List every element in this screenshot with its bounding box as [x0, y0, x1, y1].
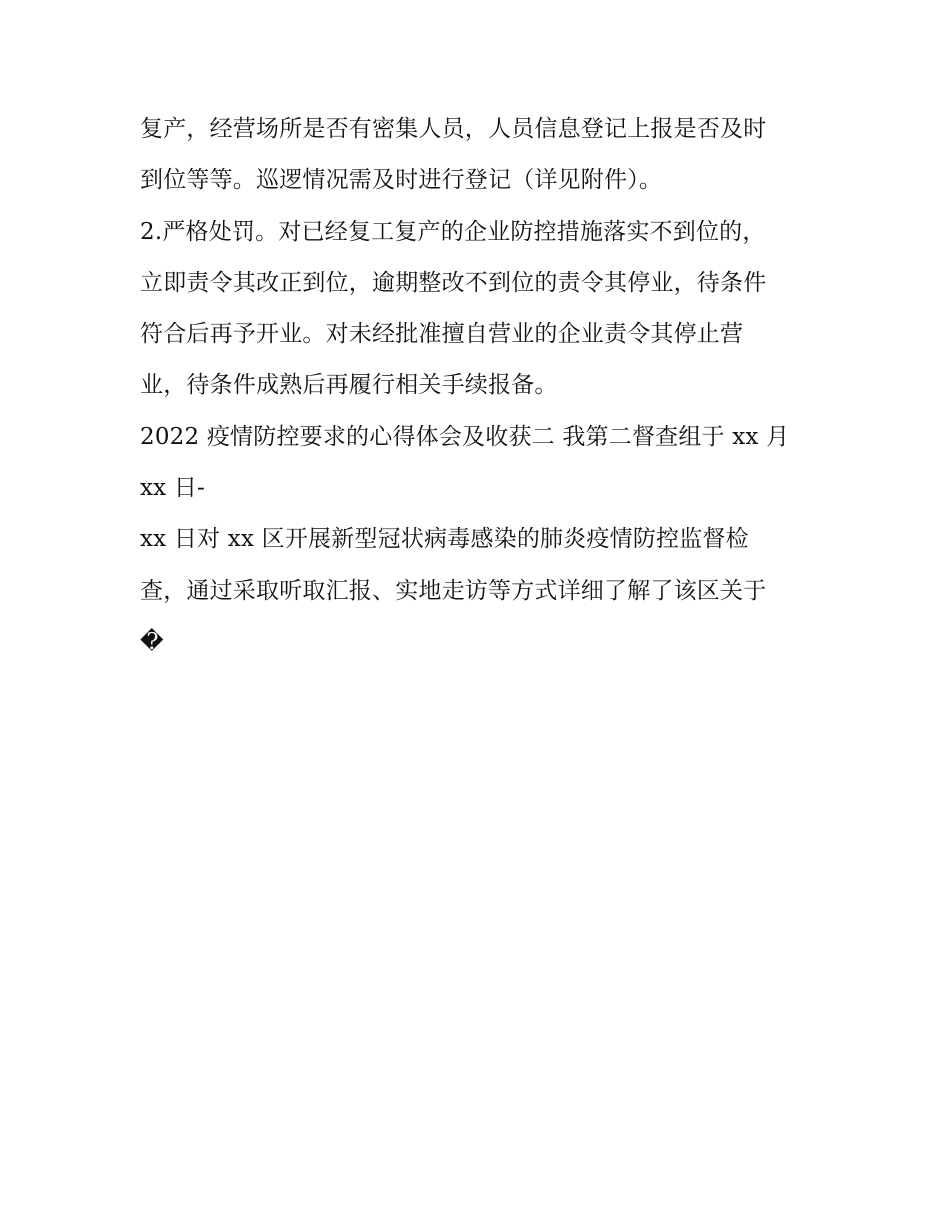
replacement-character: � [140, 628, 164, 655]
text-line: xx 日对 xx 区开展新型冠状病毒感染的肺炎疫情防控监督检 [140, 526, 749, 553]
text-line: 2.严格处罚。对已经复工复产的企业防控措施落实不到位的， [140, 218, 766, 245]
text-line: 业，待条件成熟后再履行相关手续报备。 [140, 372, 558, 399]
text-line: 查，通过采取听取汇报、实地走访等方式详细了解了该区关于 [140, 577, 767, 604]
text-line: 2022 疫情防控要求的心得体会及收获二 我第二督查组于 xx 月 [140, 423, 790, 450]
text-line: 立即责令其改正到位，逾期整改不到位的责令其停业，待条件 [140, 269, 767, 296]
text-line: 到位等等。巡逻情况需及时进行登记（详见附件）。 [140, 167, 663, 194]
document-body [140, 104, 820, 668]
text-line: 符合后再予开业。对未经批准擅自营业的企业责令其停止营 [140, 321, 744, 348]
text-line: 复产，经营场所是否有密集人员，人员信息登记上报是否及时 [140, 116, 767, 142]
text-line: xx 日- [140, 475, 206, 502]
